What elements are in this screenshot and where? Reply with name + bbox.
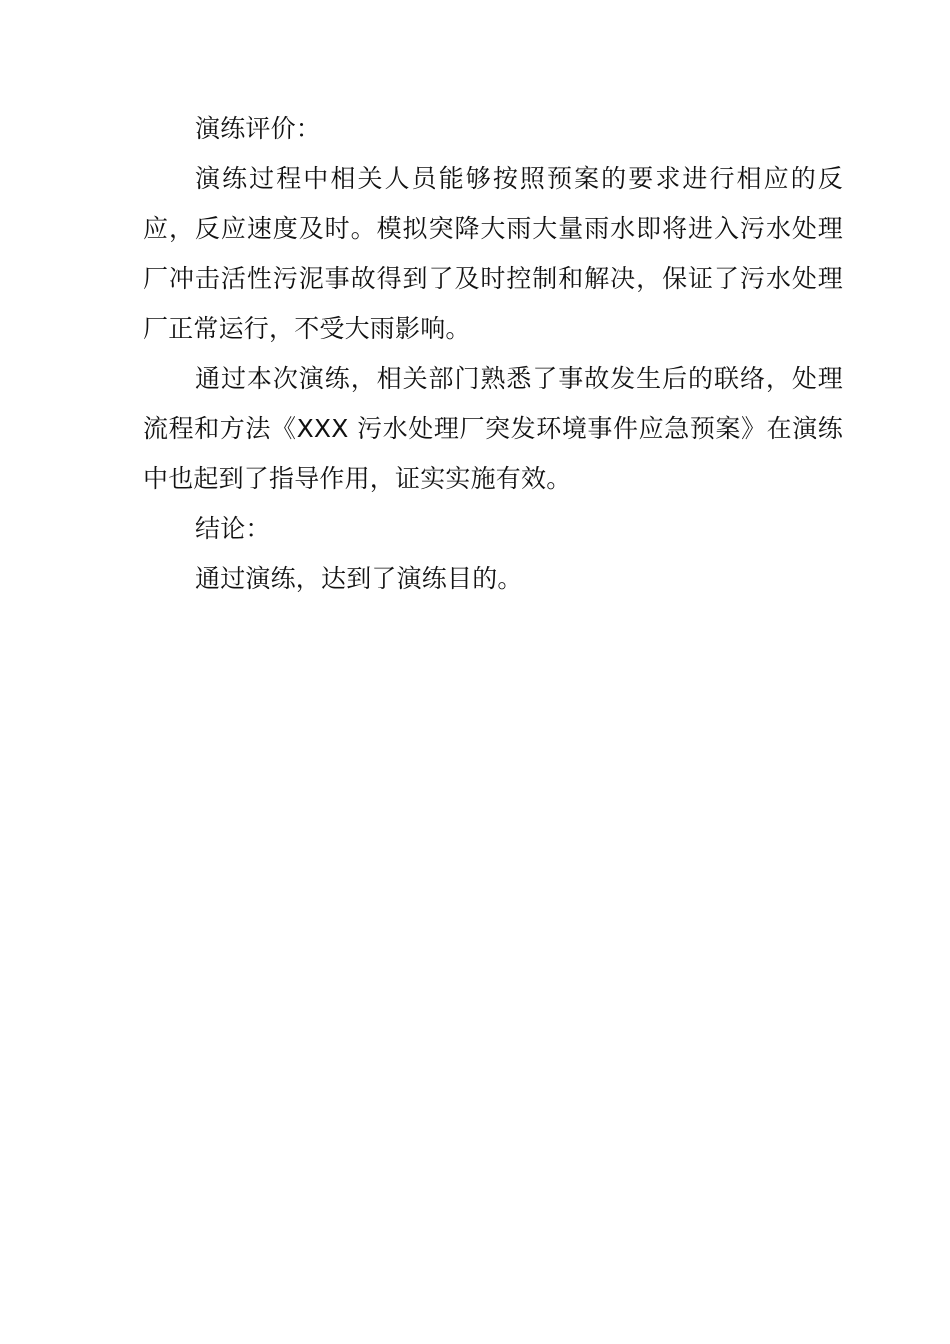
evaluation-heading: 演练评价： — [195, 114, 322, 143]
conclusion-heading: 结论： — [195, 514, 271, 543]
drill-outcome-paragraph: 通过本次演练，相关部门熟悉了事故发生后的联络，处理流程和方法《XXX 污水处理厂突发环境事件应急预案》在演练中也起到了指导作用，证实实施有效。 — [143, 364, 843, 493]
document-body — [143, 104, 843, 604]
conclusion-paragraph: 通过演练，达到了演练目的。 — [195, 564, 523, 593]
evaluation-paragraph: 演练过程中相关人员能够按照预案的要求进行相应的反应，反应速度及时。模拟突降大雨大量雨水即将进入污水处理厂冲击活性污泥事故得到了及时控制和解决，保证了污水处理厂正常运行，不受大雨影响。 — [143, 164, 843, 343]
